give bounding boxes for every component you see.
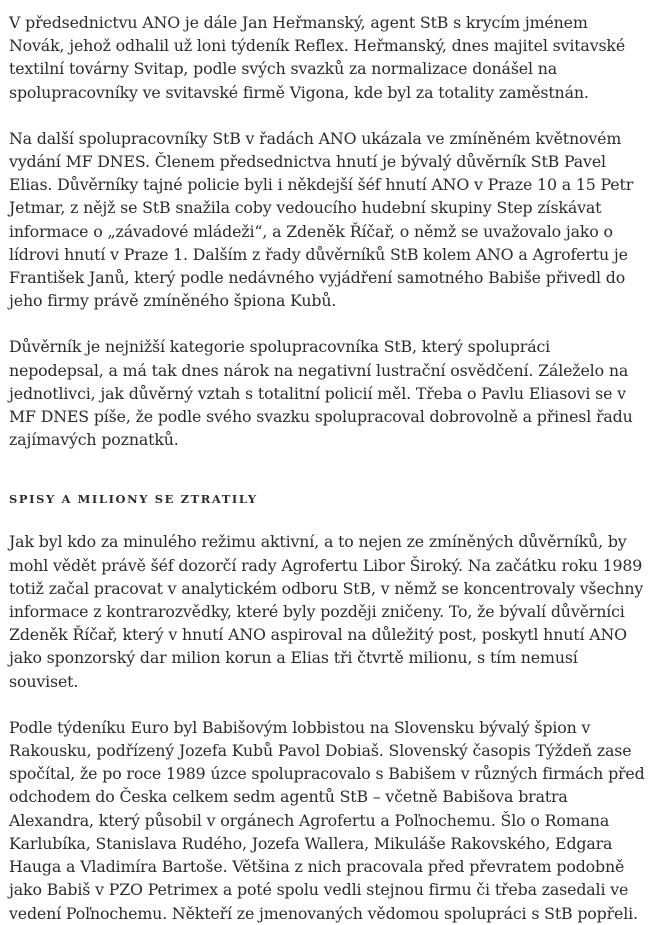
paragraph-dobias: Podle týdeníku Euro byl Babišovým lobbistou na Slovensku bývalý špion v Rakousku, podřízený Jozefa Kubů Pavol Dobiaš. Slovenský časopis Týždeň zase spočítal, že po roce 1989 úzce spolupracovalo s Babišem v různých firmách před odchodem do Česka celkem sedm agentů StB – včetně Babišova bratra Alexandra, který působil v orgánech Agrofertu a Poľnochemu. Šlo o Romana Karlubíka, Stanislava Rudého, Jozefa Wallera, Mikuláše Rakovského, Edgara Hauga a Vladimíra Bartoše. Většina z nich pracovala před převratem podobně jako Babiš v PZO Petrimex a poté spolu vedli stejnou firmu či třeba zasedali ve vedení Poľnochemu. Někteří ze jmenovaných vědomou spolupráci s StB popřeli. — [9, 717, 645, 923]
paragraph-elias-jetmar: Na další spolupracovníky StB v řadách ANO ukázala ve zmíněném květnovém vydání MF DNES. Členem předsednictva hnutí je bývalý důvěrník StB Pavel Elias. Důvěrníky tajné policie byli i někdejší šéf hnutí ANO v Praze 10 a 15 Petr Jetmar, z nějž se StB snažila coby vedoucího hudební skupiny Step získávat informace o „závadové mládeži“, a Zdeněk Říčař, o němž se uvažovalo jako o lídrovi hnutí v Praze 1. Dalším z řady důvěrníků StB kolem ANO a Agrofertu je František Janů, který podle nedávného vyjádření samotného Babiše přivedl do jeho firmy právě zmíněného špiona Kubů. — [9, 128, 634, 311]
section-heading: SPISY A MILIONY SE ZTRATILY — [9, 492, 258, 507]
paragraph-hermansky: V předsednictvu ANO je dále Jan Heřmanský, agent StB s krycím jménem Novák, jehož odhalil už loni týdeník Reflex. Heřmanský, dnes majitel svitavské textilní továrny Svitap, podle svých svazků za normalizace donášel na spolupracovníky ve svitavské firmě Vigona, kde byl za totality zaměstnán. — [9, 13, 626, 102]
paragraph-duvernik: Důvěrník je nejnižší kategorie spolupracovníka StB, který spolupráci nepodepsal, a má tak dnes nárok na negativní lustrační osvědčení. Záleželo na jednotlivci, jak důvěrný vztah s totalitní policií měl. Třeba o Pavlu Eliasovi se v MF DNES píše, že podle svého svazku spolupracoval dobrovolně a přinesl řadu zajímavých poznatků. — [9, 337, 633, 450]
paragraph-siroky: Jak byl kdo za minulého režimu aktivní, a to nejen ze zmíněných důvěrníků, by mohl vědět právě šéf dozorčí rady Agrofertu Libor Široký. Na začátku roku 1989 totiž začal pracovat v analytickém odboru StB, v němž se koncentrovaly všechny informace z kontrarozvědky, které byly později zničeny. To, že bývalí důvěrníci Zdeněk Říčař, který v hnutí ANO aspiroval na důležitý post, poskytl hnutí ANO jako sponzorský dar milion korun a Elias tři čtvrtě milionu, s tím nemusí souviset. — [9, 532, 644, 691]
article-body — [9, 11, 645, 925]
